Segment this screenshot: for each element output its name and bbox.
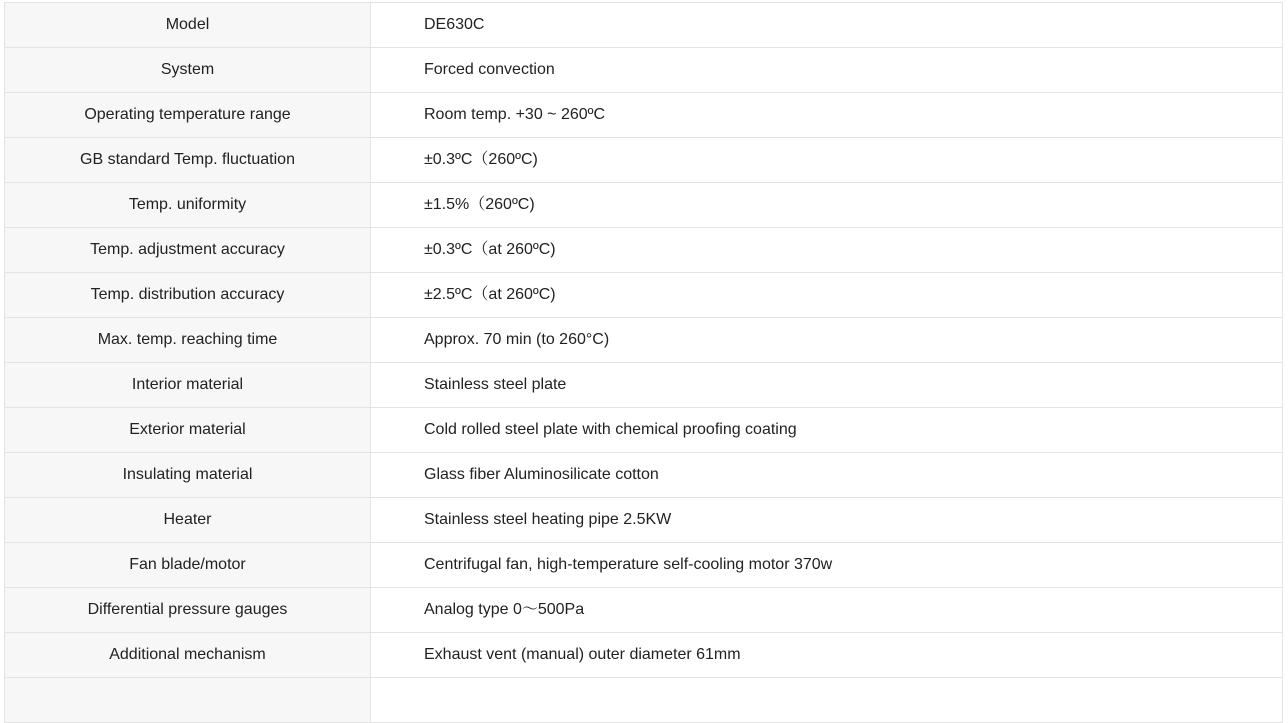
row-value-temp-uniformity: ±1.5%（260ºC) — [371, 183, 1283, 228]
table-row — [5, 498, 1283, 543]
table-row-partial — [5, 678, 1283, 723]
table-row — [5, 453, 1283, 498]
row-label-temp-adjustment-accuracy: Temp. adjustment accuracy — [5, 228, 371, 273]
spec-table-body — [5, 3, 1283, 723]
row-value-system: Forced convection — [371, 48, 1283, 93]
row-value-insulating-material: Glass fiber Aluminosilicate cotton — [371, 453, 1283, 498]
table-row — [5, 273, 1283, 318]
row-label-differential-pressure-gauges: Differential pressure gauges — [5, 588, 371, 633]
row-value-exterior-material: Cold rolled steel plate with chemical proofing coating — [371, 408, 1283, 453]
table-row — [5, 138, 1283, 183]
table-row — [5, 588, 1283, 633]
row-label-empty — [5, 678, 371, 723]
table-row — [5, 543, 1283, 588]
row-label-max-temp-reaching-time: Max. temp. reaching time — [5, 318, 371, 363]
row-label-exterior-material: Exterior material — [5, 408, 371, 453]
row-value-empty — [371, 678, 1283, 723]
row-value-operating-temperature-range: Room temp. +30 ~ 260ºC — [371, 93, 1283, 138]
row-value-differential-pressure-gauges: Analog type 0～500Pa — [371, 588, 1283, 633]
row-value-model: DE630C — [371, 3, 1283, 48]
row-value-temp-adjustment-accuracy: ±0.3ºC（at 260ºC) — [371, 228, 1283, 273]
row-label-heater: Heater — [5, 498, 371, 543]
table-row — [5, 633, 1283, 678]
row-label-temp-uniformity: Temp. uniformity — [5, 183, 371, 228]
table-row — [5, 183, 1283, 228]
row-label-model: Model — [5, 3, 371, 48]
row-value-temp-distribution-accuracy: ±2.5ºC（at 260ºC) — [371, 273, 1283, 318]
table-row — [5, 228, 1283, 273]
row-label-temp-fluctuation: GB standard Temp. fluctuation — [5, 138, 371, 183]
row-label-system: System — [5, 48, 371, 93]
row-value-max-temp-reaching-time: Approx. 70 min (to 260°C) — [371, 318, 1283, 363]
row-label-fan-blade-motor: Fan blade/motor — [5, 543, 371, 588]
row-value-interior-material: Stainless steel plate — [371, 363, 1283, 408]
table-row — [5, 93, 1283, 138]
row-value-heater: Stainless steel heating pipe 2.5KW — [371, 498, 1283, 543]
row-label-temp-distribution-accuracy: Temp. distribution accuracy — [5, 273, 371, 318]
row-value-fan-blade-motor: Centrifugal fan, high-temperature self-cooling motor 370w — [371, 543, 1283, 588]
row-label-operating-temperature-range: Operating temperature range — [5, 93, 371, 138]
row-label-insulating-material: Insulating material — [5, 453, 371, 498]
row-value-additional-mechanism: Exhaust vent (manual) outer diameter 61mm — [371, 633, 1283, 678]
row-label-interior-material: Interior material — [5, 363, 371, 408]
spec-table — [4, 2, 1283, 723]
table-row — [5, 408, 1283, 453]
row-label-additional-mechanism: Additional mechanism — [5, 633, 371, 678]
row-value-temp-fluctuation: ±0.3ºC（260ºC) — [371, 138, 1283, 183]
table-row — [5, 318, 1283, 363]
table-row — [5, 363, 1283, 408]
table-row — [5, 3, 1283, 48]
table-row — [5, 48, 1283, 93]
